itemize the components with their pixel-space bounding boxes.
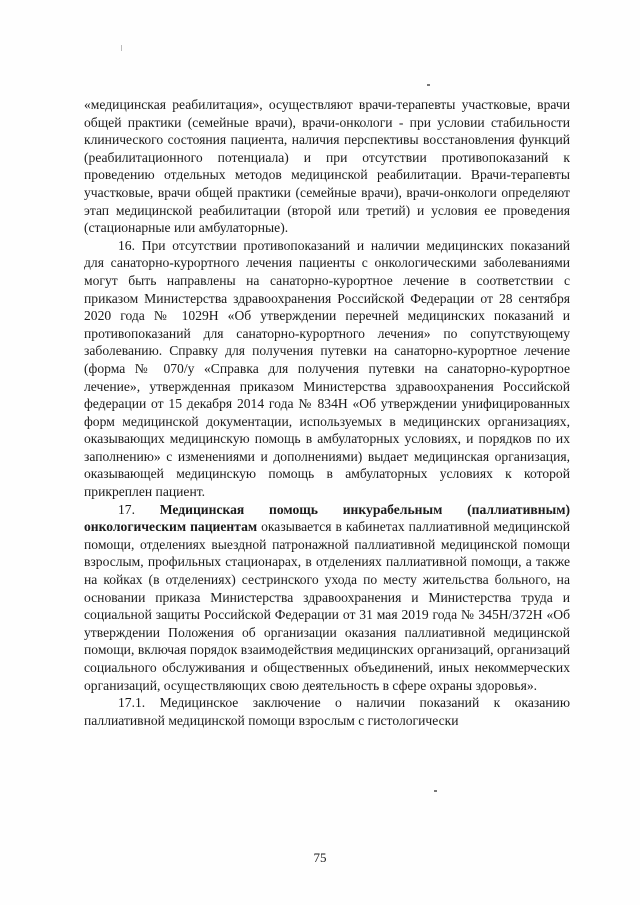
paragraph-text: 16. При отсутствии противопоказаний и наличии медицинских показаний для санаторно-курортного лечения пациенты с онкологическими заболеваниями могут быть направлены на санаторно-курортное лечение в соответствии с приказом Министерства здравоохранения Российской Федерации от 28 сентября 2020 года № 1029Н «Об утверждении перечней медицинских показаний и противопоказаний для санаторно-курортного лечения» по сопутствующему заболеванию. Справку для получения путевки на санаторно-курортное лечение (форма № 070/у «Справка для получения путевки на санаторно-курортное лечение», утвержденная приказом Министерства здравоохранения Российской федерации от 15 декабря 2014 года № 834Н «Об утверждении унифицированных форм медицинской документации, используемых в медицинских организациях, оказывающих медицинскую помощь в амбулаторных условиях, и порядков по их заполнению» с изменениями и дополнениями) выдает медицинская организация, оказывающей медицинскую помощь в амбулаторных условиях к которой прикреплен пациент. (84, 237, 570, 500)
scan-speck (121, 45, 122, 51)
paragraph-item-16 (84, 237, 570, 501)
paragraph-item-17-1 (84, 694, 570, 729)
page-number: 75 (313, 850, 327, 865)
paragraph-item-17 (84, 501, 570, 695)
paragraph-text: «медицинская реабилитация», осуществляют врачи-терапевты участковые, врачи общей практики (семейные врачи), врачи-онкологи - при условии стабильности клинического состояния пациента, наличия перспективы восстановления функций (реабилитационного потенциала) и при отсутствии противопоказаний к проведению отдельных методов медицинской реабилитации. Врачи-терапевты участковые, врачи общей практики (семейные врачи), врачи-онкологи определяют этап медицинской реабилитации (второй или третий) и условия ее проведения (стационарные или амбулаторные). (84, 97, 570, 236)
document-body (84, 96, 570, 729)
paragraph-text: 17.1. Медицинское заключение о наличии показаний к оказанию паллиативной медицинской помощи взрослым с гистологически (84, 695, 570, 728)
paragraph-continuation (84, 96, 570, 237)
scan-speck (434, 790, 437, 792)
paragraph-number: 17. (118, 501, 160, 517)
paragraph-bold-heading: Медицинская помощь инкурабельным (паллиативным) онкологическим пациентам (84, 501, 571, 535)
paragraph-text: оказывается в кабинетах паллиативной медицинской помощи, отделениях выездной патронажной паллиативной медицинской помощи взрослым, профильных стационарах, в отделениях паллиативной помощи, а также на койках (в отделениях) сестринского ухода по месту жительства больного, на основании приказа Министерства здравоохранения и Министерства труда и социальной защиты Российской Федерации от 31 мая 2019 года № 345Н/372Н «Об утверждении Положения об организации оказания паллиативной медицинской помощи, включая порядок взаимодействия медицинских организаций, организаций социального обслуживания и общественных объединений, иных некоммерческих организаций, осуществляющих свою деятельность в сфере охраны здоровья». (84, 519, 570, 693)
scan-speck (427, 84, 430, 86)
